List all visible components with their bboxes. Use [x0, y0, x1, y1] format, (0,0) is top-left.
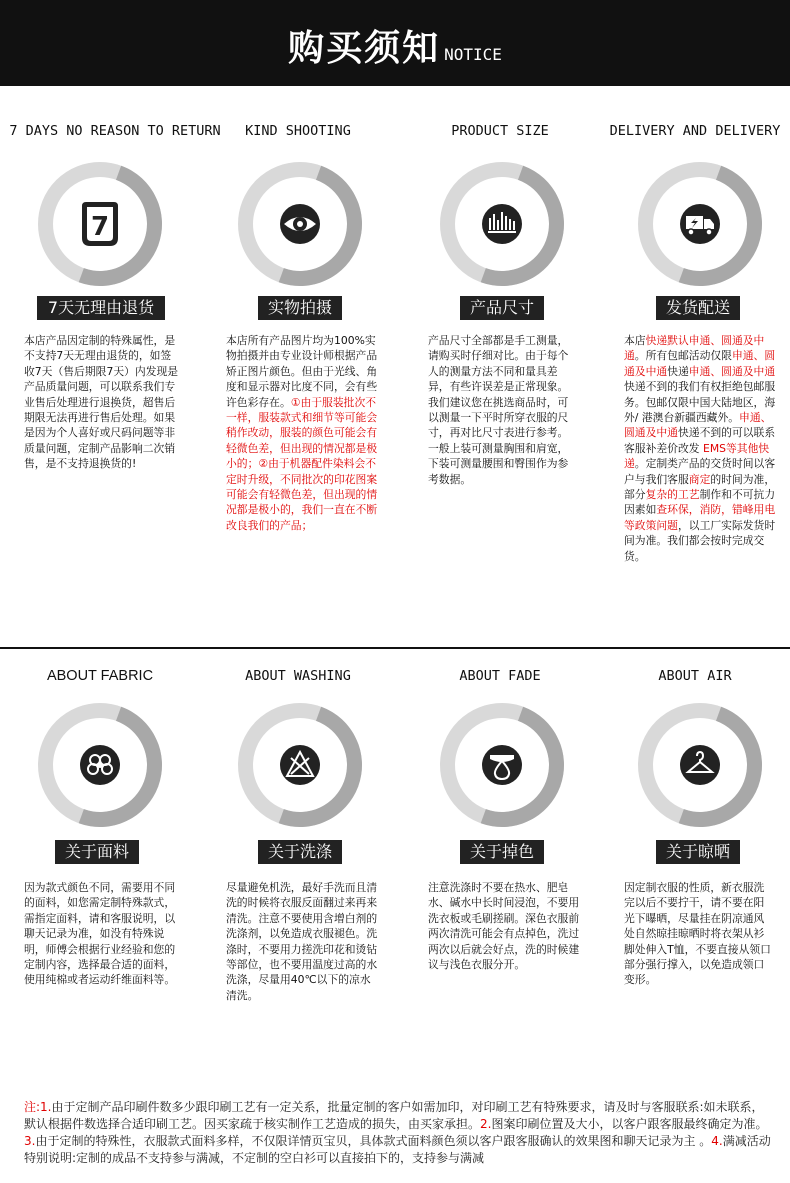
badge-air: 关于晾晒 [656, 840, 740, 864]
heading-en-fade: ABOUT FADE [459, 668, 541, 684]
icon-ring-fabric [38, 703, 162, 827]
text-delivery [624, 333, 776, 564]
body-text: 本店所有产品图片均为100%实物拍摄并由专业设计师根据产品矫正图片颜色。但由于光线、角度和显示器对比度不同，会有些许色彩存在。 [226, 334, 378, 409]
text-washing [226, 880, 378, 1003]
text-size [428, 333, 578, 487]
body-text: 本店 [624, 334, 646, 347]
eye-icon [270, 194, 330, 254]
highlight-text: 申通、圆通及中通 [688, 364, 776, 378]
body-text: 由于定制的特殊性，衣服款式面料多样，不仅限详情页宝贝，具体款式面料颜色须以客户跟客服确认的效果图和聊天记录为主 。 [35, 1134, 712, 1148]
heading-en-washing: ABOUT WASHING [245, 668, 351, 684]
body-text: 因为款式颜色不同，需要用不同的面料，如您需定制特殊款式，需指定面料，请和客服说明，以聊天记录为准，如没有特殊说明，师傅会根据行业经验和您的定制内容，选择最合适的面料，使用纯棉或者运动纤维面料等。 [24, 881, 176, 987]
badge-fabric: 关于面料 [55, 840, 139, 864]
badge-delivery: 发货配送 [656, 296, 740, 320]
body-text: 满减活动特别说明:定制的成品不支持参与满减，不定制的空白衫可以直接拍下的，支持参与满减 [24, 1134, 771, 1165]
highlight-text: ①由于服装批次不一样，服装款式和细节等可能会稍作改动，服装的颜色可能会有轻微色差，但出现的情况都是极小的；②由于机器配件染料会不定时升级，不同批次的印花图案可能会有轻微色差，但出现的情况都是极小的，我们一直在不断改良我们的产品； [226, 395, 378, 532]
cotton-icon [70, 735, 130, 795]
title-en: NOTICE [444, 45, 502, 64]
body-text: 产品尺寸全部都是手工测量，请购买时仔细对比。由于每个人的测量方法不同和量具差异，有些许误差是正常现象。我们建议您在挑选商品时，可以测量一下平时所穿衣服的尺寸，再对比尺寸表进行参考。一般上装可测量胸围和肩宽，下装可测量腰围和臀围作为参考数据。 [428, 334, 569, 486]
badge-washing: 关于洗涤 [258, 840, 342, 864]
icon-ring-delivery [638, 162, 762, 286]
text-fade [428, 880, 584, 972]
body-text: 由于定制产品印刷件数多少跟印刷工艺有一定关系，批量定制的客户如需加印，对印刷工艺有特殊要求，请及时与客服联系:如未联系，默认根据件数选择合适印刷工艺。因买家疏于核实制作工艺造成的损失，由买家承担。 [24, 1100, 764, 1131]
highlight-text: 查环保，消防，错峰用电等政策问题 [624, 503, 776, 532]
section-divider [0, 647, 790, 649]
ruler-icon [472, 194, 532, 254]
body-text: 制作和不可抗力因素如 [624, 488, 776, 517]
body-text: 快递不到的可以联系客服补差价改发 [624, 426, 776, 455]
highlight-text: 3. [24, 1134, 36, 1148]
icon-ring-washing [238, 703, 362, 827]
header-bar [0, 0, 790, 86]
text-fabric [24, 880, 177, 988]
badge-shooting: 实物拍摄 [258, 296, 342, 320]
body-text: 。定制类产品的交货时间以客户与我们客服 [624, 457, 776, 486]
svg-text:7: 7 [90, 212, 110, 242]
truck-icon [670, 194, 730, 254]
icon-ring-size [440, 162, 564, 286]
text-air [624, 880, 774, 988]
body-text: 快递 [667, 364, 689, 378]
body-text: 因定制衣服的性质，新衣服洗完以后不要拧干，请不要在阳光下曝晒，尽量挂在阴凉通风处自然晾挂晾晒时将衣架从衫脚处伸入T恤，不要直接从领口部分强行撑入，以免造成领口变形。 [624, 881, 771, 987]
body-text: 图案印刷位置及大小，以客户跟客服最终确定为准。 [491, 1117, 768, 1131]
icon-ring-air [638, 703, 762, 827]
title-zh: 购买须知 [288, 27, 441, 69]
heading-en-fabric: ABOUT FABRIC [46, 668, 154, 684]
no-bleach-icon [270, 735, 330, 795]
text-return [24, 333, 179, 472]
highlight-text: 商定 [688, 472, 711, 486]
page-title [0, 20, 790, 71]
highlight-text: 4. [711, 1134, 723, 1148]
icon-ring-shooting [238, 162, 362, 286]
icon-ring-return [38, 162, 162, 286]
heading-en-delivery: DELIVERY AND DELIVERY [609, 123, 781, 139]
body-text: 快递不到的我们有权拒绝包邮服务。包邮仅限中国大陆地区，海外/ 港澳台新疆西藏外。 [624, 380, 776, 425]
footnote [24, 1099, 772, 1167]
body-text: 。所有包邮活动仅限 [634, 349, 732, 363]
body-text: 本店产品因定制的特殊属性，是不支持7天无理由退货的，如签收7天（售后期限7天）内发现是产品质量问题，可以联系我们专业售后处理进行退换货，超售后期限无法再进行售后处理。如果是因为个人喜好或尺码问题等非质量问题，定制产品影响二次销售，是不支持退换货的! [24, 334, 179, 471]
icon-ring-fade [440, 703, 564, 827]
heading-en-return: 7 DAYS NO REASON TO RETURN [9, 123, 221, 139]
heading-en-shooting: KIND SHOOTING [245, 123, 351, 139]
badge-size: 产品尺寸 [460, 296, 544, 320]
body-text: 注意洗涤时不要在热水、肥皂水、碱水中长时间浸泡，不要用洗衣板或毛刷搓刷。深色衣服前两次清洗可能会有点掉色，洗过两次以后就会好点，洗的时候建议与浅色衣服分开。 [428, 881, 580, 972]
highlight-text: 快递默认申通、圆通及中通 [624, 334, 765, 363]
highlight-text: 申通、圆通及中通 [624, 349, 776, 378]
badge-return: 7天无理由退货 [37, 296, 165, 320]
badge-fade: 关于掉色 [460, 840, 544, 864]
highlight-text: EMS等其他快递 [624, 441, 770, 471]
hanger-icon [670, 735, 730, 795]
highlight-text: 注:1. [24, 1100, 52, 1114]
highlight-text: 2. [480, 1117, 492, 1131]
body-text: ，以工厂实际发货时间为准。我们都会按时完成交货。 [624, 518, 776, 563]
seven-day-icon [70, 194, 130, 254]
drop-icon [472, 735, 532, 795]
heading-en-size: PRODUCT SIZE [451, 123, 549, 139]
highlight-text: 复杂的工艺 [645, 488, 700, 502]
text-shooting [226, 333, 378, 533]
highlight-text: 申通、圆通及中通 [624, 411, 772, 440]
body-text: 的时间为准，部分 [624, 472, 776, 502]
heading-en-air: ABOUT AIR [658, 668, 732, 684]
body-text: 尽量避免机洗，最好手洗而且清洗的时候将衣服反面翻过来再来清洗。注意不要使用含增白剂的洗涤剂，以免造成衣服褪色。洗涤时，不要用力搓洗印花和烫钻等部位，也不要用温度过高的水洗涤，尽量用40℃以下的凉水清洗。 [226, 881, 378, 1002]
